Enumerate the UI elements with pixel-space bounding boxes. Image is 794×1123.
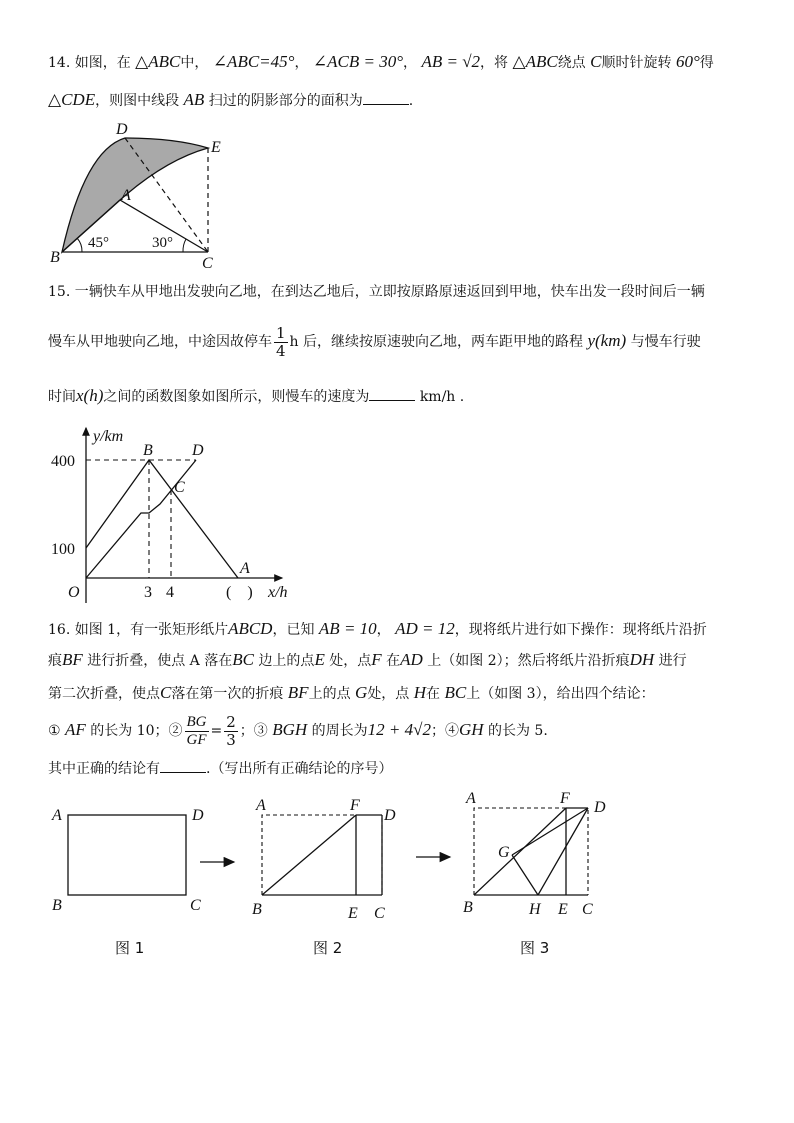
fig2-dashed-outline bbox=[262, 815, 382, 895]
fig1-rectangle bbox=[68, 815, 186, 895]
q16-conclusions: ① AF 的长为 10；② $\frac{BG}{GF}$ = $\frac{2}{3}$ ；③ BGH 的周长为12 + 4√2；④GH 的长为 5. bbox=[48, 712, 548, 749]
q16-fraction-2-3: $\frac{2}{3}$ bbox=[226, 712, 236, 749]
q16-number: 16. bbox=[48, 622, 71, 638]
svg-text:F: F bbox=[560, 790, 570, 807]
svg-text:D: D bbox=[192, 807, 204, 824]
svg-text:C: C bbox=[582, 901, 593, 918]
q14-label-c: C bbox=[202, 255, 213, 272]
q14-label-30: 30° bbox=[152, 235, 173, 251]
q15-tick-3: 3 bbox=[144, 584, 152, 601]
svg-text:G: G bbox=[498, 844, 510, 861]
q15-line-2: 慢车从甲地驶向乙地，中途因故停车 $\frac{1}{4}$ h 后，继续按原速驶向乙地，两车距甲地的路程 y(km) 与慢车行驶 bbox=[48, 323, 701, 360]
q14-line-1: 14. 如图，在 △ABC中， ∠ABC=45°， ∠ACB = 30°， AB = √2，将 △ABC绕点 C顺时针旋转 60°得 bbox=[48, 52, 714, 71]
q14-label-e: E bbox=[211, 139, 221, 156]
q14-label-b: B bbox=[50, 249, 60, 266]
q14-line-2: △CDE，则图中线段 AB 扫过的阴影部分的面积为 . bbox=[48, 90, 414, 109]
fig3-dashed-outline bbox=[474, 808, 588, 895]
svg-text:B: B bbox=[52, 897, 62, 914]
svg-text:E: E bbox=[348, 905, 358, 922]
svg-text:D: D bbox=[594, 799, 606, 816]
svg-text:C: C bbox=[190, 897, 201, 914]
svg-text:H: H bbox=[529, 901, 541, 918]
q14-label-45: 45° bbox=[88, 235, 109, 251]
svg-text:A: A bbox=[466, 790, 476, 807]
svg-text:D: D bbox=[384, 807, 396, 824]
q14-label-a: A bbox=[121, 187, 131, 204]
svg-text:A: A bbox=[256, 797, 266, 814]
fig1-caption: 图 1 bbox=[115, 939, 145, 957]
svg-text:A: A bbox=[52, 807, 62, 824]
q15-number: 15. bbox=[48, 284, 71, 300]
q15-fraction: $\frac{1}{4}$ bbox=[276, 323, 286, 360]
fig3-dg bbox=[512, 808, 588, 855]
q16-line-3: 第二次折叠，使点C落在第一次的折痕 BF上的点 G处，点 H在 BC上（如图 3），给出四个结论： bbox=[48, 683, 655, 702]
q16-fraction-bg-gf: $\frac{BG}{GF}$ bbox=[186, 713, 207, 748]
fig3-caption: 图 3 bbox=[520, 939, 550, 957]
q16-line-1: 16. 如图 1，有一张矩形纸片ABCD，已知 AB = 10， AD = 12，现将纸片进行如下操作：现将纸片沿折 bbox=[48, 619, 707, 638]
q15-line-1: 15. 一辆快车从甲地出发驶向乙地，在到达乙地后，立即按原路原速返回到甲地，快车出发一段时间后一辆 bbox=[48, 284, 705, 300]
q15-origin: O bbox=[68, 584, 80, 601]
svg-text:B: B bbox=[463, 899, 473, 916]
q16-line-2: 痕BF 进行折叠，使点 A 落在BC 边上的点E 处，点F 在AD 上（如图 2）；然后将纸片沿折痕DH 进行 bbox=[48, 650, 687, 669]
q15-x-blank: ( ) bbox=[226, 584, 253, 601]
q15-tick-100: 100 bbox=[51, 541, 75, 558]
fig2-fold-bf bbox=[262, 815, 356, 895]
fig3-gh bbox=[512, 855, 538, 895]
q16-line-5: 其中正确的结论有 .（写出所有正确结论的序号） bbox=[48, 758, 392, 779]
q14-number: 14. bbox=[48, 55, 71, 71]
q15-x-axis-label: x/h bbox=[268, 584, 288, 601]
q15-point-d: D bbox=[192, 442, 204, 459]
fig3-dh bbox=[538, 808, 588, 895]
q15-line-3: 时间x(h)之间的函数图象如图所示，则慢车的速度为 km/h . bbox=[48, 386, 465, 405]
q15-point-b: B bbox=[143, 442, 153, 459]
q15-point-a: A bbox=[240, 560, 250, 577]
fig3-fold-bf bbox=[474, 808, 566, 895]
svg-text:F: F bbox=[350, 797, 360, 814]
q15-tick-4: 4 bbox=[166, 584, 174, 601]
svg-text:C: C bbox=[374, 905, 385, 922]
q15-point-c: C bbox=[174, 479, 185, 496]
q15-y-axis-label: y/km bbox=[93, 428, 124, 445]
svg-text:E: E bbox=[558, 901, 568, 918]
svg-text:B: B bbox=[252, 901, 262, 918]
q14-label-d: D bbox=[116, 121, 128, 138]
fig2-caption: 图 2 bbox=[313, 939, 343, 957]
q15-tick-400: 400 bbox=[51, 453, 75, 470]
